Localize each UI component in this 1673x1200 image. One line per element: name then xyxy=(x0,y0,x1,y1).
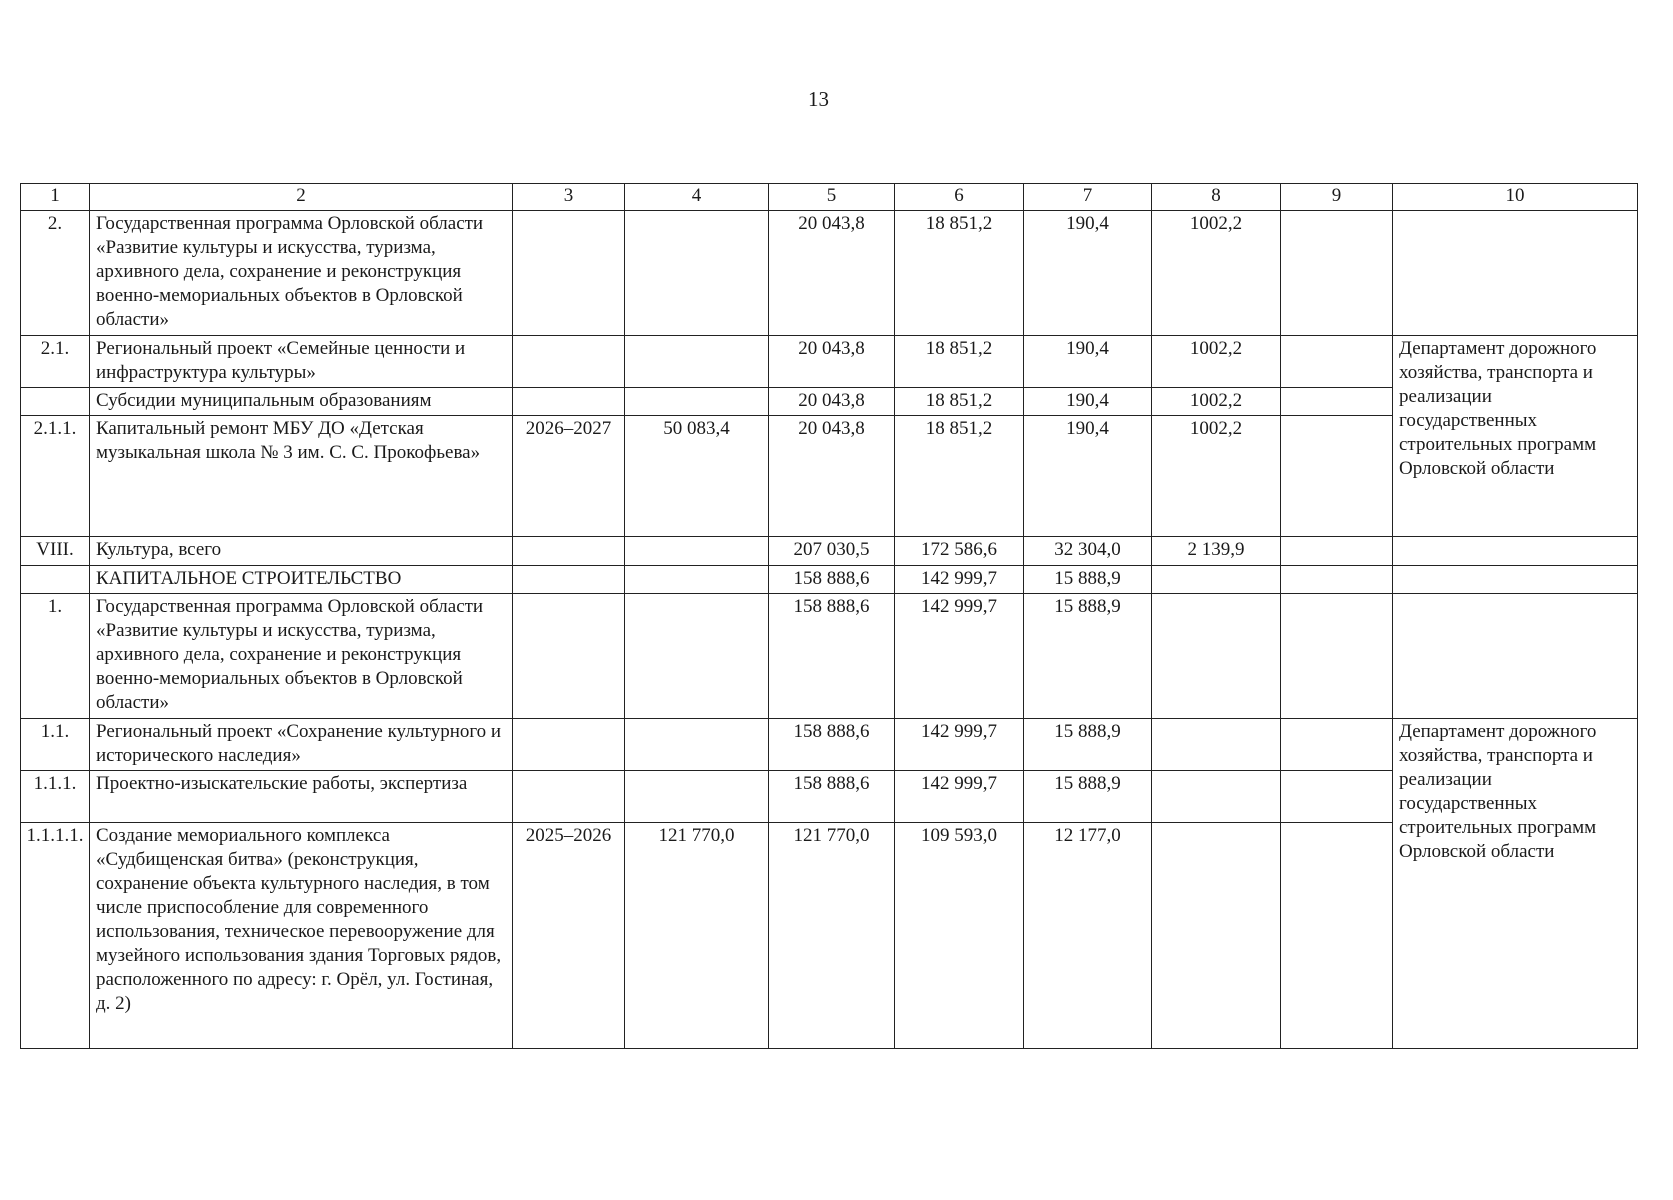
row-estimate xyxy=(625,388,769,416)
row-regional: 190,4 xyxy=(1024,211,1152,336)
table-row xyxy=(21,211,1638,336)
row-local xyxy=(1152,566,1281,594)
row-number: 1.1.1. xyxy=(21,771,90,823)
column-number: 4 xyxy=(625,184,769,211)
row-total: 121 770,0 xyxy=(769,823,895,1049)
row-period xyxy=(513,211,625,336)
row-other xyxy=(1281,566,1393,594)
row-estimate: 121 770,0 xyxy=(625,823,769,1049)
row-total: 158 888,6 xyxy=(769,719,895,771)
row-number: 2. xyxy=(21,211,90,336)
row-responsible xyxy=(1393,566,1638,594)
row-local: 1002,2 xyxy=(1152,416,1281,537)
row-other xyxy=(1281,336,1393,388)
table-row xyxy=(21,719,1638,771)
row-responsible xyxy=(1393,211,1638,336)
row-regional: 32 304,0 xyxy=(1024,537,1152,566)
row-name: Проектно-изыскательские работы, экспертиза xyxy=(90,771,513,823)
row-estimate xyxy=(625,771,769,823)
column-number: 6 xyxy=(895,184,1024,211)
row-federal: 18 851,2 xyxy=(895,336,1024,388)
row-federal: 18 851,2 xyxy=(895,416,1024,537)
row-total: 20 043,8 xyxy=(769,388,895,416)
page-number: 13 xyxy=(808,87,829,111)
table-row xyxy=(21,594,1638,719)
row-total: 207 030,5 xyxy=(769,537,895,566)
row-federal: 142 999,7 xyxy=(895,594,1024,719)
column-number: 9 xyxy=(1281,184,1393,211)
row-other xyxy=(1281,719,1393,771)
row-other xyxy=(1281,594,1393,719)
row-period xyxy=(513,719,625,771)
row-federal: 142 999,7 xyxy=(895,566,1024,594)
column-number: 5 xyxy=(769,184,895,211)
row-local xyxy=(1152,594,1281,719)
row-federal: 172 586,6 xyxy=(895,537,1024,566)
row-period xyxy=(513,336,625,388)
row-name: Субсидии муниципальным образованиям xyxy=(90,388,513,416)
row-total: 158 888,6 xyxy=(769,594,895,719)
table-row xyxy=(21,537,1638,566)
row-estimate xyxy=(625,537,769,566)
row-regional: 190,4 xyxy=(1024,416,1152,537)
row-estimate xyxy=(625,211,769,336)
row-local xyxy=(1152,771,1281,823)
row-number: 1.1.1.1. xyxy=(21,823,90,1049)
row-name: КАПИТАЛЬНОЕ СТРОИТЕЛЬСТВО xyxy=(90,566,513,594)
responsible-department: Департамент дорожного хозяйства, транспорта и реализации государственных строительных программ Орловской области xyxy=(1393,336,1638,537)
row-name: Государственная программа Орловской области «Развитие культуры и искусства, туризма, архивного дела, сохранение и реконструкция военно-мемориальных объектов в Орловской области» xyxy=(90,211,513,336)
row-regional: 190,4 xyxy=(1024,388,1152,416)
row-local: 2 139,9 xyxy=(1152,537,1281,566)
row-name: Региональный проект «Сохранение культурного и исторического наследия» xyxy=(90,719,513,771)
table-row xyxy=(21,566,1638,594)
funding-table xyxy=(20,183,1638,1049)
row-period xyxy=(513,594,625,719)
row-total: 20 043,8 xyxy=(769,211,895,336)
row-other xyxy=(1281,537,1393,566)
row-other xyxy=(1281,416,1393,537)
row-estimate xyxy=(625,336,769,388)
row-other xyxy=(1281,823,1393,1049)
row-total: 20 043,8 xyxy=(769,416,895,537)
row-period xyxy=(513,771,625,823)
row-number: 1. xyxy=(21,594,90,719)
row-number: 1.1. xyxy=(21,719,90,771)
row-federal: 142 999,7 xyxy=(895,771,1024,823)
row-regional: 15 888,9 xyxy=(1024,566,1152,594)
row-regional: 15 888,9 xyxy=(1024,594,1152,719)
row-other xyxy=(1281,211,1393,336)
row-period xyxy=(513,388,625,416)
row-total: 158 888,6 xyxy=(769,566,895,594)
row-period: 2025–2026 xyxy=(513,823,625,1049)
row-name: Культура, всего xyxy=(90,537,513,566)
row-total: 158 888,6 xyxy=(769,771,895,823)
table-row xyxy=(21,336,1638,388)
row-total: 20 043,8 xyxy=(769,336,895,388)
row-number xyxy=(21,388,90,416)
column-number: 3 xyxy=(513,184,625,211)
row-estimate xyxy=(625,566,769,594)
row-regional: 15 888,9 xyxy=(1024,719,1152,771)
row-local: 1002,2 xyxy=(1152,336,1281,388)
row-other xyxy=(1281,388,1393,416)
row-local: 1002,2 xyxy=(1152,211,1281,336)
row-regional: 190,4 xyxy=(1024,336,1152,388)
column-number: 8 xyxy=(1152,184,1281,211)
row-estimate: 50 083,4 xyxy=(625,416,769,537)
row-other xyxy=(1281,771,1393,823)
row-number: 2.1. xyxy=(21,336,90,388)
row-federal: 18 851,2 xyxy=(895,211,1024,336)
row-federal: 109 593,0 xyxy=(895,823,1024,1049)
row-responsible xyxy=(1393,537,1638,566)
row-name: Капитальный ремонт МБУ ДО «Детская музыкальная школа № 3 им. С. С. Прокофьева» xyxy=(90,416,513,537)
row-name: Создание мемориального комплекса «Судбищенская битва» (реконструкция, сохранение объекта культурного наследия, в том числе приспособление для современного использования, техническое перевооружение для музейного использования здания Торговых рядов, расположенного по адресу: г. Орёл, ул. Гостиная, д. 2) xyxy=(90,823,513,1049)
row-estimate xyxy=(625,719,769,771)
row-period xyxy=(513,537,625,566)
row-federal: 142 999,7 xyxy=(895,719,1024,771)
column-number: 2 xyxy=(90,184,513,211)
row-local xyxy=(1152,823,1281,1049)
column-number: 7 xyxy=(1024,184,1152,211)
column-number: 10 xyxy=(1393,184,1638,211)
row-number: 2.1.1. xyxy=(21,416,90,537)
row-regional: 15 888,9 xyxy=(1024,771,1152,823)
responsible-department: Департамент дорожного хозяйства, транспорта и реализации государственных строительных программ Орловской области xyxy=(1393,719,1638,1049)
row-local: 1002,2 xyxy=(1152,388,1281,416)
row-responsible xyxy=(1393,594,1638,719)
row-period: 2026–2027 xyxy=(513,416,625,537)
row-federal: 18 851,2 xyxy=(895,388,1024,416)
column-number-row xyxy=(21,184,1638,211)
row-local xyxy=(1152,719,1281,771)
row-number: VIII. xyxy=(21,537,90,566)
row-name: Региональный проект «Семейные ценности и инфраструктура культуры» xyxy=(90,336,513,388)
row-period xyxy=(513,566,625,594)
row-name: Государственная программа Орловской области «Развитие культуры и искусства, туризма, архивного дела, сохранение и реконструкция военно-мемориальных объектов в Орловской области» xyxy=(90,594,513,719)
row-regional: 12 177,0 xyxy=(1024,823,1152,1049)
column-number: 1 xyxy=(21,184,90,211)
row-number xyxy=(21,566,90,594)
row-estimate xyxy=(625,594,769,719)
